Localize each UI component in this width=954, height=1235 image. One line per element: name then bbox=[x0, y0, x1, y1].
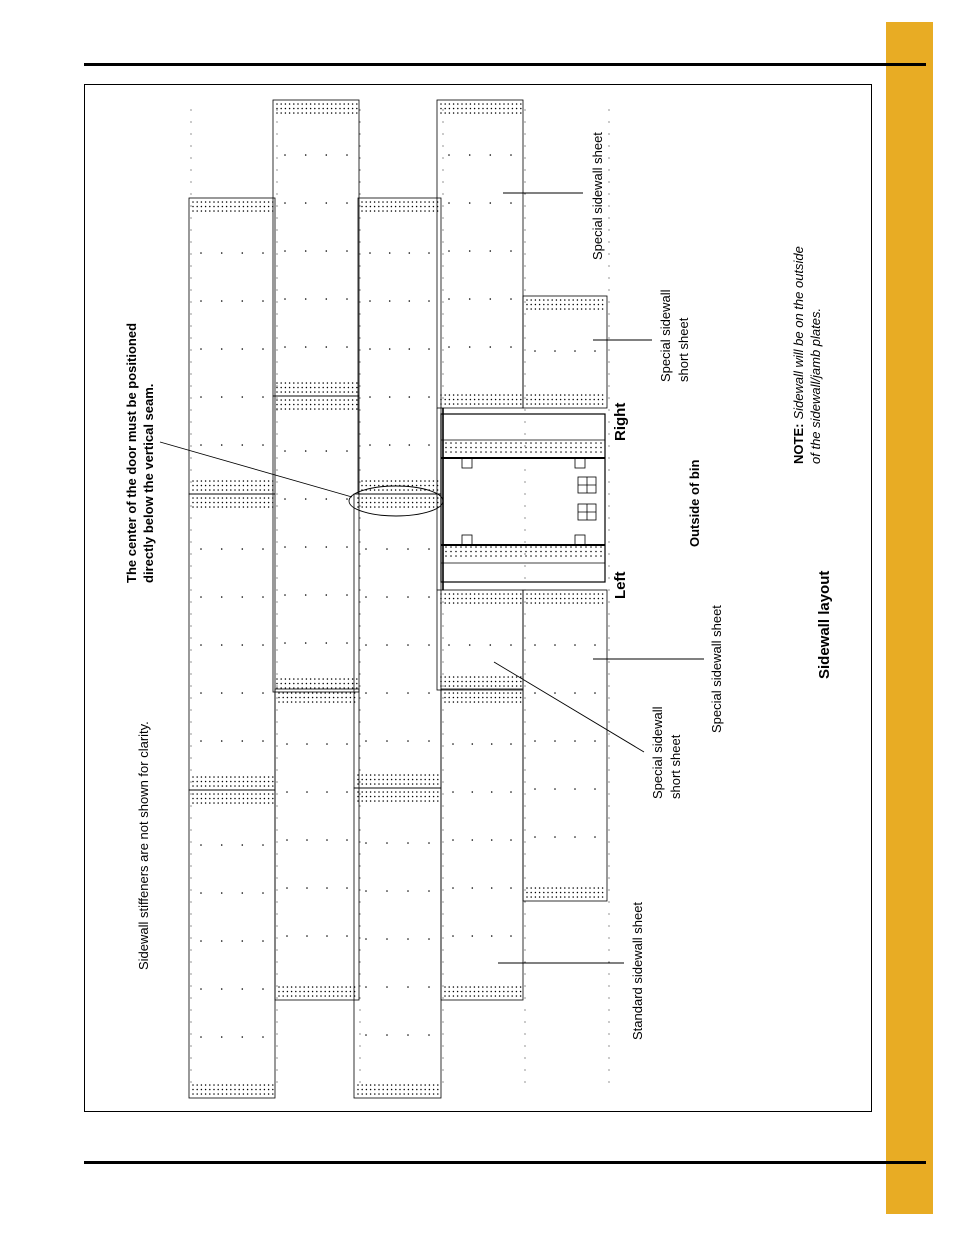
door-hinge bbox=[575, 535, 585, 545]
note-text: of the sidewall/jamb plates. bbox=[808, 307, 823, 464]
special-sidewall-short-sheet bbox=[437, 590, 523, 690]
special-sidewall-sheet bbox=[437, 100, 523, 408]
special-sidewall-short-sheet bbox=[523, 296, 607, 408]
special-short-sheet-right-label: Special sidewall bbox=[658, 289, 673, 382]
door-hinge bbox=[462, 535, 472, 545]
stiffeners-note: Sidewall stiffeners are not shown for clarity. bbox=[136, 721, 151, 970]
door-hinge bbox=[462, 458, 472, 468]
standard-sidewall-sheet bbox=[354, 788, 441, 1098]
outside-of-bin-label: Outside of bin bbox=[687, 459, 702, 547]
door-assembly bbox=[437, 408, 605, 590]
standard-sidewall-sheet bbox=[189, 494, 275, 790]
left-label: Left bbox=[612, 571, 629, 599]
figure-caption: Sidewall layout bbox=[816, 570, 833, 679]
special-sheet-top-label: Special sidewall sheet bbox=[590, 132, 605, 260]
standard-sidewall-sheet bbox=[273, 100, 359, 396]
standard-sidewall-sheet bbox=[354, 494, 441, 788]
door-hinge bbox=[575, 458, 585, 468]
special-short-sheet-left-label: Special sidewall bbox=[650, 706, 665, 799]
door-frame bbox=[441, 414, 605, 582]
special-sidewall-sheet bbox=[523, 590, 607, 901]
door-center-note: directly below the vertical seam. bbox=[141, 383, 156, 583]
standard-sheet-label: Standard sidewall sheet bbox=[630, 901, 645, 1040]
standard-sidewall-sheet bbox=[358, 198, 441, 494]
right-label: Right bbox=[612, 402, 629, 441]
note-text: NOTE:Sidewall will be on the outside bbox=[791, 246, 806, 464]
special-short-sheet-left-label: short sheet bbox=[668, 734, 683, 799]
special-sheet-mid-label: Special sidewall sheet bbox=[709, 605, 724, 733]
standard-sidewall-sheet bbox=[189, 790, 275, 1098]
standard-sidewall-sheet bbox=[273, 396, 359, 692]
standard-sidewall-sheet bbox=[441, 689, 523, 1000]
standard-sidewall-sheet bbox=[189, 198, 275, 494]
special-short-sheet-right-label: short sheet bbox=[676, 317, 691, 382]
door-center-note: The center of the door must be positioned bbox=[124, 322, 139, 583]
standard-sidewall-sheet bbox=[275, 689, 359, 1000]
